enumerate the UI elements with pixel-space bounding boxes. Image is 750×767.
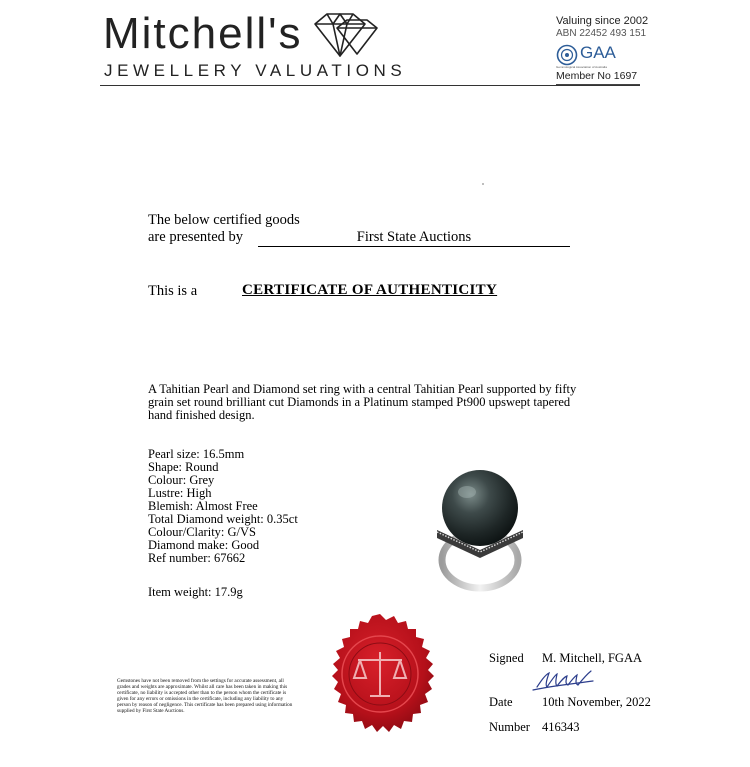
diamond-logo-icon	[307, 10, 379, 60]
spec-blemish: Blemish: Almost Free	[148, 499, 258, 513]
brand-name: Mitchell's	[103, 9, 303, 58]
gaa-full-name: Gemmological Association of Australia	[556, 65, 607, 69]
intro-line-2: are presented by	[148, 229, 244, 245]
spec-diamond-weight: Total Diamond weight: 0.35ct	[148, 512, 298, 526]
presenter-name: First State Auctions	[258, 229, 570, 247]
signed-label: Signed	[489, 651, 524, 665]
date-value: 10th November, 2022	[542, 695, 651, 709]
gaa-logo-text: GAA	[580, 43, 616, 62]
spec-diamond-make: Diamond make: Good	[148, 538, 260, 552]
date-label: Date	[489, 695, 513, 709]
wax-seal-icon	[318, 612, 442, 736]
gaa-emblem-icon	[556, 44, 578, 66]
disclaimer-text: Gemstones have not been removed from the settings for accurate assessment, all grades and weights are approximate. Whilst all care has been taken in making this certificate, no liability is accepted other than to the person whom the certificate is given for any errors or omissions in the certificate, including any liability to any person by reason of negligence. This certificate has been prepared using information supplied by First State Auctions.	[117, 678, 293, 715]
brand-subtitle: JEWELLERY VALUATIONS	[104, 61, 407, 80]
certificate-prefix: This is a	[148, 283, 198, 299]
valuing-since: Valuing since 2002	[556, 15, 649, 27]
member-divider	[556, 84, 640, 85]
speck	[482, 183, 484, 185]
certificate-title: CERTIFICATE OF AUTHENTICITY	[242, 282, 498, 298]
handwritten-signature	[531, 667, 611, 693]
pearl-ring-image	[425, 468, 535, 593]
abn-number: ABN 22452 493 151	[556, 28, 647, 39]
number-value: 416343	[542, 720, 580, 734]
item-description: A Tahitian Pearl and Diamond set ring with a central Tahitian Pearl supported by fifty grain set round brilliant cut Diamonds in a Platinum stamped Pt900 upswept tapered hand finished design.	[148, 382, 577, 423]
number-label: Number	[489, 720, 530, 734]
spec-shape: Shape: Round	[148, 460, 219, 474]
header-divider	[100, 85, 640, 86]
spec-pearl-size: Pearl size: 16.5mm	[148, 447, 245, 461]
intro-line-1: The below certified goods	[148, 212, 300, 228]
signed-value: M. Mitchell, FGAA	[542, 651, 642, 665]
spec-ref-number: Ref number: 67662	[148, 551, 246, 565]
spec-lustre: Lustre: High	[148, 486, 212, 500]
spec-colour: Colour: Grey	[148, 473, 215, 487]
spec-colour-clarity: Colour/Clarity: G/VS	[148, 525, 256, 539]
item-weight: Item weight: 17.9g	[148, 585, 243, 599]
member-number: Member No 1697	[556, 70, 638, 82]
